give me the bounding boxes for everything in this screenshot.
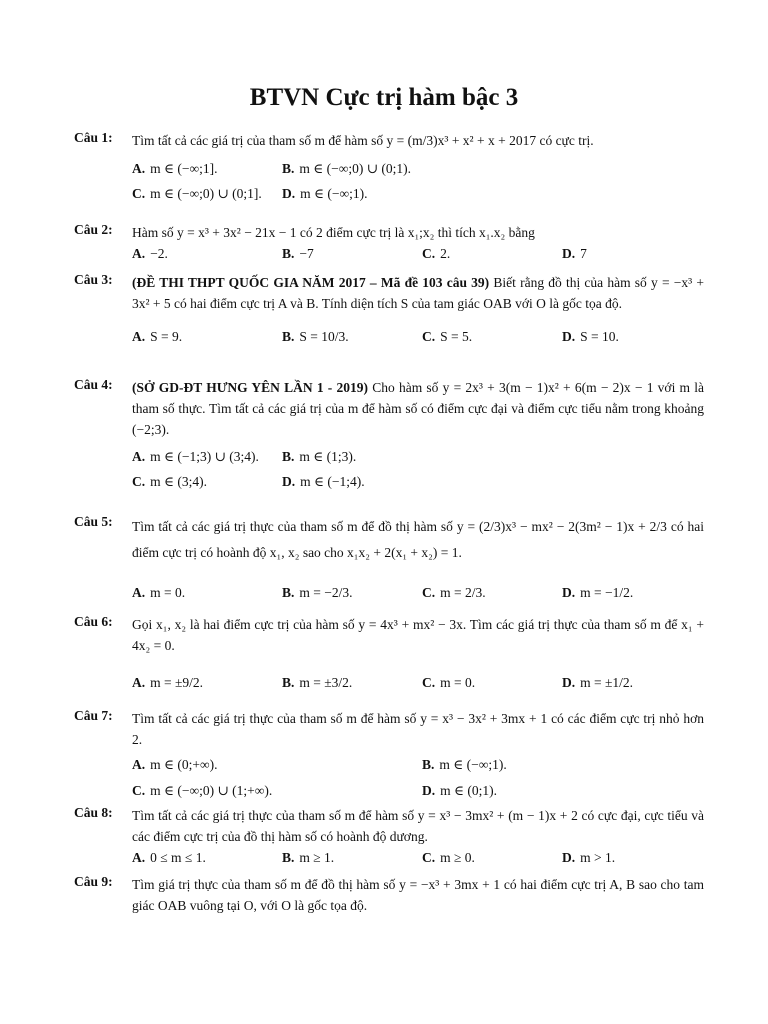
- option-b: B. m ∈ (−∞;1).: [422, 757, 507, 772]
- option-d: D. m ∈ (0;1).: [422, 783, 497, 798]
- question-text: Gọi x₁, x₂ là hai điểm cực trị của hàm số y = 4x³ + mx² − 3x. Tìm các giá trị thực của tham số m để x₁ + 4x₂ = 0.: [132, 617, 704, 653]
- question-label: Câu 7:: [74, 708, 113, 723]
- option-a: A. m ∈ (0;+∞).: [132, 757, 218, 772]
- option-d: D. m > 1.: [562, 850, 616, 865]
- question-text: Tìm tất cả các giá trị thực của tham số m để hàm số y = x³ − 3x² + 3mx + 1 có các điểm cực trị nhỏ hơn 2.: [132, 711, 704, 747]
- question-label: Câu 6:: [74, 614, 113, 629]
- question-6: [74, 614, 704, 693]
- option-b: B. m ∈ (1;3).: [282, 449, 357, 464]
- option-d: D. m ∈ (−1;4).: [282, 474, 365, 489]
- question-text: Tìm tất cả các giá trị của tham số m để hàm số y = (m/3)x³ + x² + x + 2017 có cực trị.: [132, 133, 594, 148]
- question-text: Tìm giá trị thực của tham số m để đồ thị hàm số y = −x³ + 3mx + 1 có hai điểm cực trị A, B sao cho tam giác OAB vuông tại O, với O là gốc tọa độ.: [132, 877, 704, 913]
- option-a: A. m = 0.: [132, 585, 186, 600]
- question-1: [74, 130, 704, 204]
- option-b: B. −7: [282, 246, 314, 261]
- question-4: [74, 377, 704, 492]
- question-text: (ĐỀ THI THPT QUỐC GIA NĂM 2017 – Mã đề 103 câu 39) Biết rằng đồ thị của hàm số y = −x³ + 3x² + 5 có hai điểm cực trị A và B. Tính diện tích S của tam giác OAB với O là gốc tọa độ.: [132, 275, 704, 311]
- option-d: D. m ∈ (−∞;1).: [282, 186, 368, 201]
- option-c: C. m ∈ (−∞;0) ∪ (0;1].: [132, 186, 262, 201]
- question-5: [74, 514, 704, 603]
- question-7: [74, 708, 704, 801]
- question-3: [74, 272, 704, 347]
- question-label: Câu 4:: [74, 377, 113, 392]
- option-b: B. m = ±3/2.: [282, 675, 353, 690]
- option-d: D. 7: [562, 246, 587, 261]
- question-label: Câu 9:: [74, 874, 113, 889]
- question-source: (ĐỀ THI THPT QUỐC GIA NĂM 2017 – Mã đề 103 câu 39): [132, 275, 490, 290]
- page-title: BTVN Cực trị hàm bậc 3: [249, 84, 519, 111]
- question-text: Hàm số y = x³ + 3x² − 21x − 1 có 2 điểm cực trị là x₁;x₂ thì tích x₁.x₂ bằng: [132, 225, 535, 240]
- option-a: A. 0 ≤ m ≤ 1.: [132, 850, 206, 865]
- question-label: Câu 3:: [74, 272, 113, 287]
- option-d: D. m = −1/2.: [562, 585, 634, 600]
- option-c: C. m = 2/3.: [422, 585, 486, 600]
- question-text: (SỞ GD-ĐT HƯNG YÊN LẦN 1 - 2019) Cho hàm số y = 2x³ + 3(m − 1)x² + 6(m − 2)x − 1 với m là tham số thực. Tìm tất cả các giá trị của m để hàm số có điểm cực đại và điểm cực tiểu nằm trong khoảng (−2;3).: [132, 380, 704, 437]
- option-c: C. m ∈ (3;4).: [132, 474, 207, 489]
- question-label: Câu 1:: [74, 130, 113, 145]
- option-d: D. m = ±1/2.: [562, 675, 634, 690]
- option-d: D. S = 10.: [562, 329, 619, 344]
- option-a: A. m ∈ (−1;3) ∪ (3;4).: [132, 449, 259, 464]
- option-a: A. −2.: [132, 246, 168, 261]
- question-9: [74, 874, 704, 916]
- option-a: A. S = 9.: [132, 329, 183, 344]
- option-c: C. S = 5.: [422, 329, 473, 344]
- option-a: A. m ∈ (−∞;1].: [132, 161, 218, 176]
- option-b: B. S = 10/3.: [282, 329, 349, 344]
- option-c: C. m ∈ (−∞;0) ∪ (1;+∞).: [132, 783, 273, 798]
- option-b: B. m ≥ 1.: [282, 850, 335, 865]
- question-text: Tìm tất cả các giá trị thực của tham số m để hàm số y = x³ − 3mx² + (m − 1)x + 2 có cực đại, cực tiểu và các điểm cực trị của đồ thị hàm số có hoành độ dương.: [132, 808, 704, 844]
- question-text: Tìm tất cả các giá trị thực của tham số m để đồ thị hàm số y = (2/3)x³ − mx² − 2(3m² − 1)x + 2/3 có hai điểm cực trị có hoành độ x₁, x₂ sao cho x₁x₂ + 2(x₁ + x₂) = 1.: [132, 519, 704, 560]
- question-8: [74, 805, 704, 868]
- question-label: Câu 5:: [74, 514, 113, 529]
- question-label: Câu 2:: [74, 222, 113, 237]
- option-c: C. m ≥ 0.: [422, 850, 475, 865]
- question-2: [74, 222, 704, 264]
- option-c: C. 2.: [422, 246, 451, 261]
- option-c: C. m = 0.: [422, 675, 476, 690]
- question-label: Câu 8:: [74, 805, 113, 820]
- option-b: B. m ∈ (−∞;0) ∪ (0;1).: [282, 161, 412, 176]
- option-a: A. m = ±9/2.: [132, 675, 204, 690]
- question-source: (SỞ GD-ĐT HƯNG YÊN LẦN 1 - 2019): [132, 380, 369, 395]
- option-b: B. m = −2/3.: [282, 585, 353, 600]
